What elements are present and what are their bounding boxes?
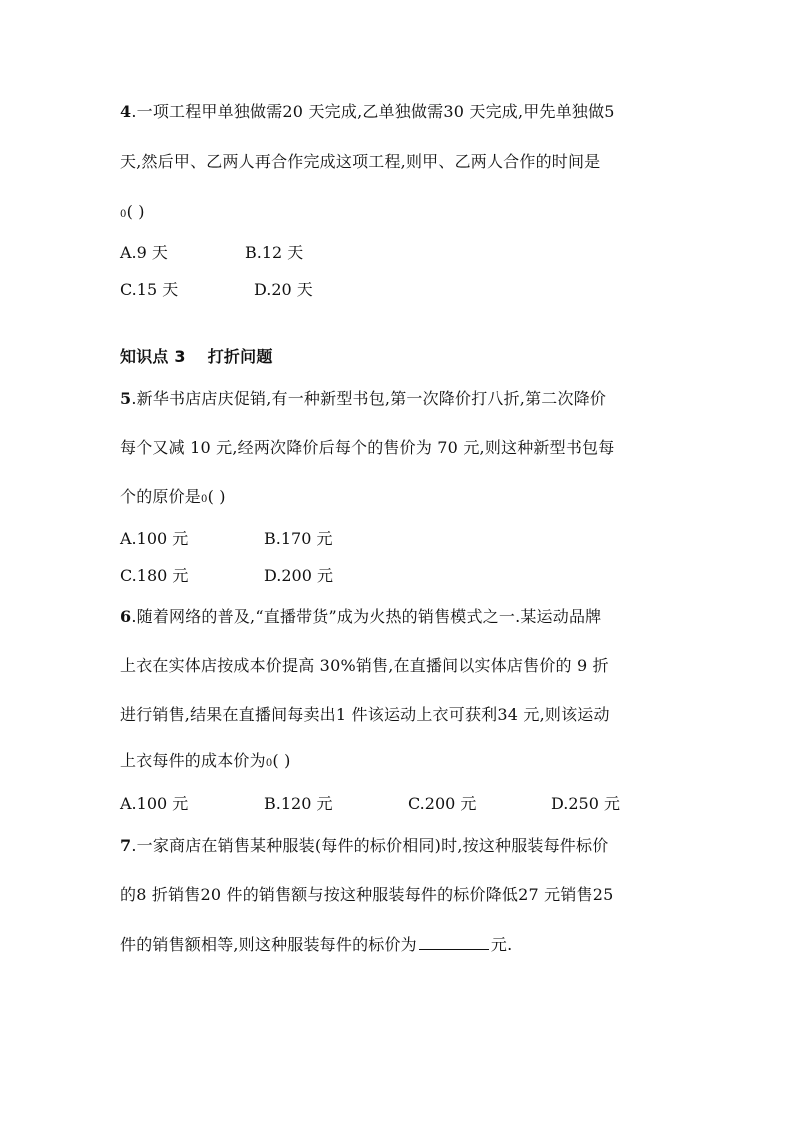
q6-small-mark: 0 xyxy=(265,758,273,769)
q5-small-mark: 0 xyxy=(201,494,208,505)
q6-option-d: D.250 元 xyxy=(551,794,620,813)
q7-number: 7 xyxy=(120,836,132,855)
q5-text-3: 个的原价是 xyxy=(120,487,202,506)
q5-option-c: C.180 元 xyxy=(120,566,189,585)
q5-option-a: A.100 元 xyxy=(120,529,189,548)
q5-answer-paren: ( ) xyxy=(207,487,226,506)
q6-line-2 xyxy=(120,656,609,676)
q4-line-1 xyxy=(120,102,615,122)
q4-small-mark: 0 xyxy=(120,209,127,220)
q5-line-3 xyxy=(120,487,226,510)
q4-option-b: B.12 天 xyxy=(245,243,304,262)
q5-text-1: .新华书店店庆促销,有一种新型书包,第一次降价打八折,第二次降价 xyxy=(131,389,607,408)
q5-text-2: 每个又减 10 元,经两次降价后每个的售价为 70 元,则这种新型书包每 xyxy=(120,438,615,457)
q5-number: 5 xyxy=(120,389,132,408)
q6-line-3 xyxy=(120,705,610,725)
q6-option-a: A.100 元 xyxy=(120,794,189,813)
q4-option-a: A.9 天 xyxy=(120,243,168,262)
q5-option-d: D.200 元 xyxy=(264,566,333,585)
q4-option-c: C.15 天 xyxy=(120,280,179,299)
q7-line-3 xyxy=(120,933,512,955)
q6-answer-paren: ( ) xyxy=(272,751,291,770)
q4-line-3 xyxy=(120,202,145,225)
q7-answer-blank[interactable] xyxy=(419,933,489,950)
q7-text-2: 的8 折销售20 件的销售额与按这种服装每件的标价降低27 元销售25 xyxy=(120,885,614,904)
q4-answer-paren: ( ) xyxy=(126,202,145,221)
section-label: 知识点 3 xyxy=(120,347,186,366)
q4-text-1: .一项工程甲单独做需20 天完成,乙单独做需30 天完成,甲先单独做5 xyxy=(131,102,615,121)
q6-number: 6 xyxy=(120,607,132,626)
q6-line-1 xyxy=(120,607,601,627)
q7-text-end: 元. xyxy=(490,935,513,954)
q6-text-3: 进行销售,结果在直播间每卖出1 件该运动上衣可获利34 元,则该运动 xyxy=(120,705,610,724)
q5-line-1 xyxy=(120,389,606,409)
q6-line-4 xyxy=(120,751,291,774)
q5-line-2 xyxy=(120,438,614,458)
q7-line-1 xyxy=(120,836,608,856)
q6-option-b: B.120 元 xyxy=(264,794,333,813)
q7-line-2 xyxy=(120,885,614,905)
q6-text-2: 上衣在实体店按成本价提高 30%销售,在直播间以实体店售价的 9 折 xyxy=(120,656,609,675)
section-heading xyxy=(120,347,273,367)
q4-text-2: 天,然后甲、乙两人再合作完成这项工程,则甲、乙两人合作的时间是 xyxy=(120,152,601,171)
q6-option-c: C.200 元 xyxy=(408,794,477,813)
q6-text-4: 上衣每件的成本价为 xyxy=(120,751,266,770)
section-title: 打折问题 xyxy=(207,347,273,366)
q5-option-b: B.170 元 xyxy=(264,529,333,548)
q7-text-3: 件的销售额相等,则这种服装每件的标价为 xyxy=(120,935,417,954)
q7-text-1: .一家商店在销售某种服装(每件的标价相同)时,按这种服装每件标价 xyxy=(131,836,609,855)
q4-line-2 xyxy=(120,152,600,172)
q4-number: 4 xyxy=(120,102,132,121)
q6-text-1: .随着网络的普及,“直播带货”成为火热的销售模式之一.某运动品牌 xyxy=(131,607,602,626)
q4-option-d: D.20 天 xyxy=(254,280,313,299)
